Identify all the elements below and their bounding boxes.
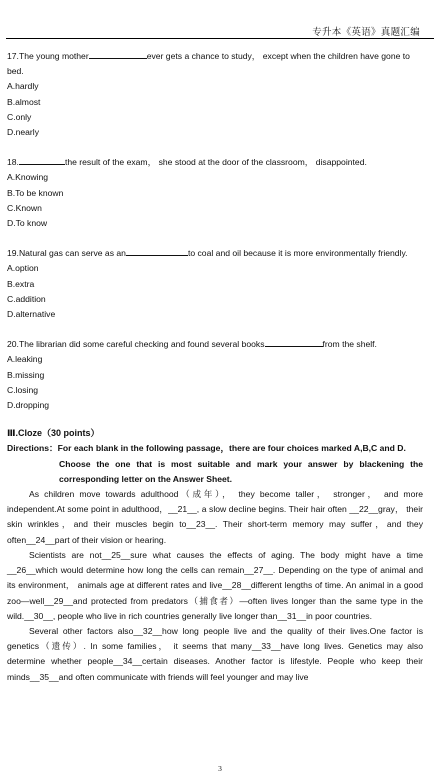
answer-blank: [89, 49, 147, 59]
passage-paragraph: Scientists are not__25__sure what causes the effects of aging. The body might have a time __26__which would determine how long the cells can remain__27__. Depending on the type of animal and its environment， animals age at different rates and live__28__different lengths of time. An animal in a good zoo—well__29__and protected from predators（捕食者）—often lives longer than the same type in the wild.__30__, people who live in rich countries generally live longer than__31__in poor countries.: [7, 549, 423, 621]
option-d: D.To know: [7, 218, 48, 229]
answer-blank: [19, 155, 65, 165]
answer-blank: [126, 246, 188, 256]
option-d: D.dropping: [7, 400, 50, 411]
option-b: B.almost: [7, 96, 41, 107]
stem-text: the result of the exam， she stood at the door of the classroom， disappointed.: [64, 157, 367, 168]
question-20: [7, 337, 423, 413]
option-b: B.extra: [7, 278, 35, 289]
question-19: [7, 246, 423, 322]
stem-text: from the shelf.: [322, 339, 377, 350]
stem-text: 20.The librarian did some careful checking and found several books: [7, 339, 265, 350]
directions: [7, 441, 423, 487]
option-c: C.losing: [7, 384, 39, 395]
option-c: C.Known: [7, 202, 42, 213]
option-a: A.Knowing: [7, 172, 49, 183]
question-18: [7, 155, 423, 231]
section-title: Ⅲ.Cloze（30 points）: [7, 428, 100, 439]
header-rule: [6, 38, 434, 39]
passage-paragraph: Several other factors also__32__how long people live and the quality of their lives.One factor is genetics（遗传）. In some families， it seems that many__33__have long lives. Genetics may also determine whether people__34__certain diseases. Another factor is lifestyle. People who keep their minds__35__and often communicate with friends will feel younger and may live: [7, 625, 423, 682]
question-stem: [7, 246, 423, 261]
directions-body: Choose the one that is most suitable and mark your answer by blackening the corresponding letter on the Answer Sheet.: [59, 458, 423, 484]
option-d: D.alternative: [7, 309, 56, 320]
page-header-title: 专升本《英语》真题汇编: [312, 27, 420, 38]
question-17: [7, 49, 423, 140]
directions-lead: Directions：For each blank in the following passage，there are four choices marked A,B,C and D.: [7, 443, 406, 454]
option-b: B.To be known: [7, 187, 64, 198]
option-a: A.hardly: [7, 81, 39, 92]
question-stem: [7, 337, 423, 352]
answer-blank: [265, 337, 323, 347]
page-number: 3: [218, 764, 222, 773]
stem-text: 17.The young mother: [7, 51, 89, 61]
passage-paragraph: As children move towards adulthood（成年）， they become taller， stronger， and more independent.At some point in adulthood，__21__, a slow decline begins. Their hair often __22__gray， their skin wrinkles，and their muscles begin to__23__. Their short-term memory may suffer，and they often__24__part of their vision or hearing.: [7, 489, 423, 545]
option-c: C.addition: [7, 293, 46, 304]
question-stem: [7, 155, 423, 170]
option-a: A.leaking: [7, 354, 43, 365]
stem-text: to coal and oil because it is more environmentally friendly.: [187, 248, 408, 259]
document-body: [7, 49, 423, 685]
question-stem: [7, 49, 423, 79]
stem-text: ever gets a chance to study， except when the children have gone to bed.: [7, 51, 410, 77]
option-a: A.option: [7, 263, 39, 274]
stem-text: 18.: [7, 157, 19, 168]
option-b: B.missing: [7, 369, 45, 380]
stem-text: 19.Natural gas can serve as an: [7, 248, 126, 259]
option-d: D.nearly: [7, 127, 39, 138]
option-c: C.only: [7, 111, 32, 122]
